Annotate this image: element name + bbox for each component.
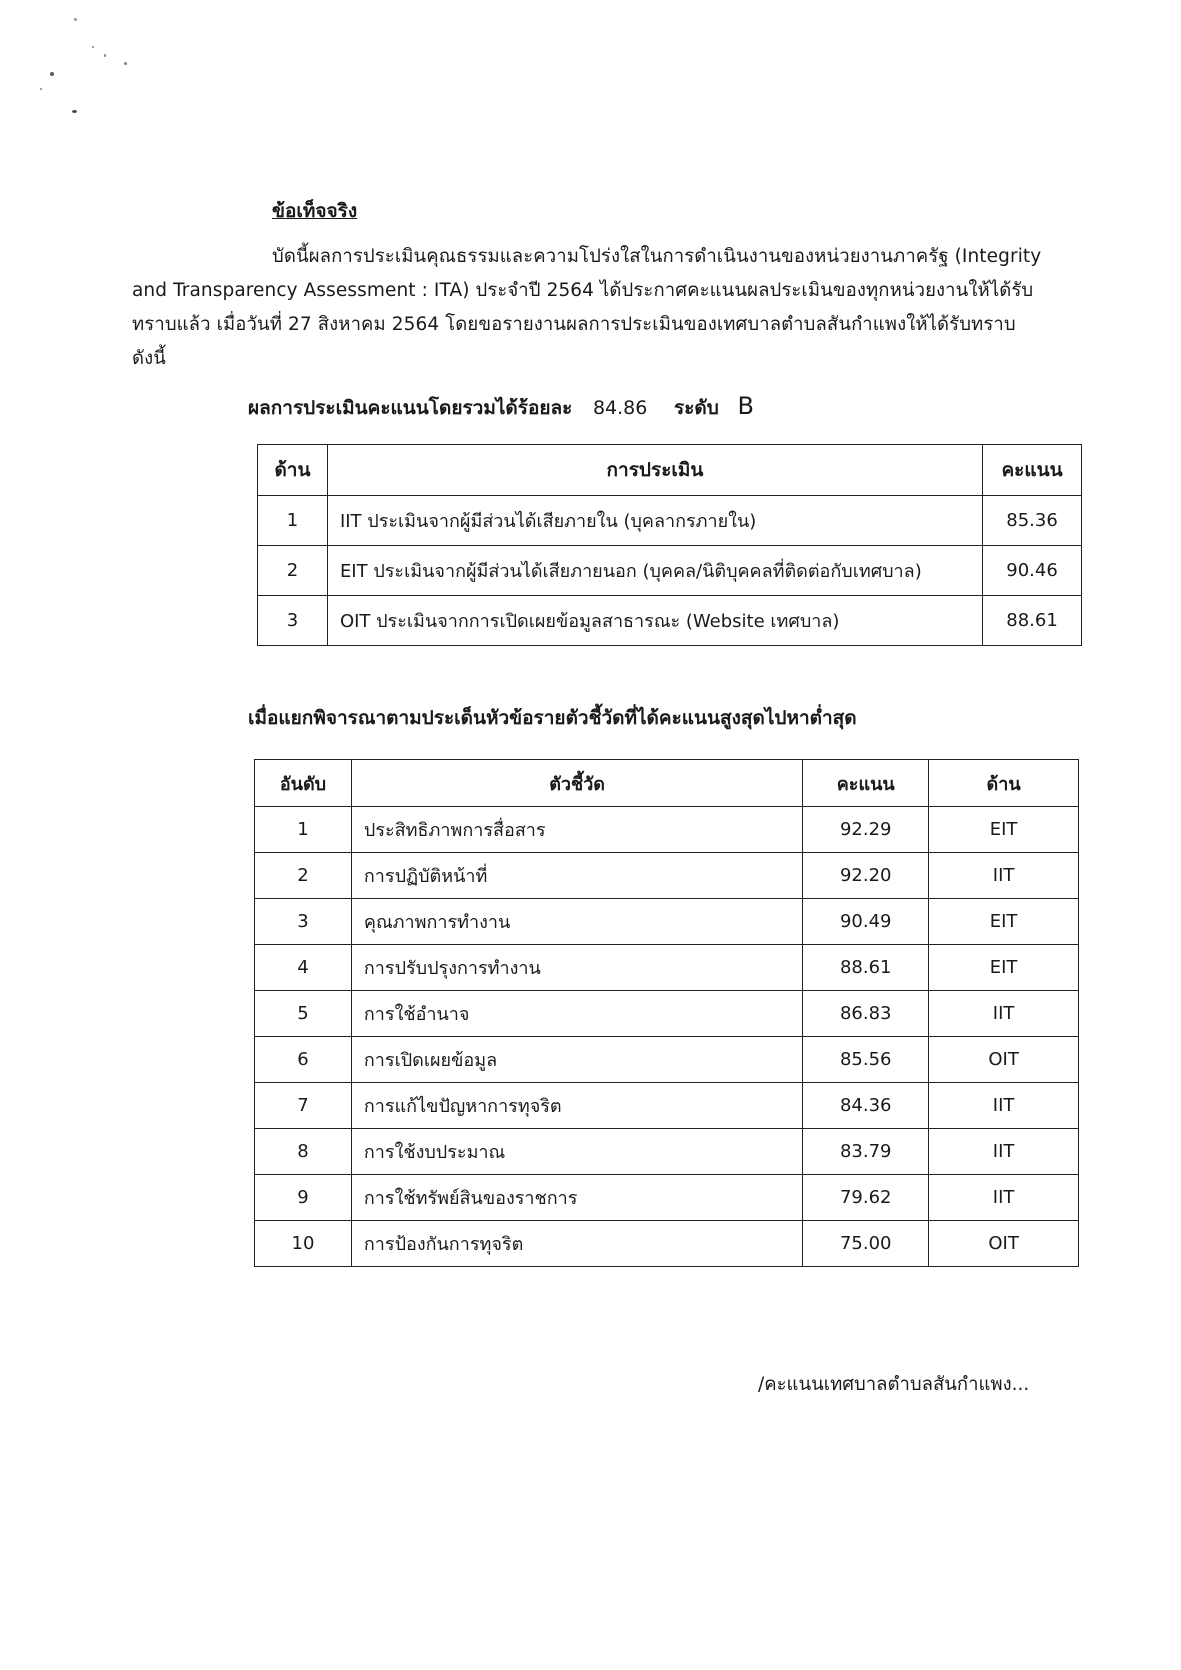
summary-score: 84.86 [592,397,648,419]
dimension-cell: IIT [929,853,1079,899]
table-row [255,807,1079,853]
table-cell: EIT ประเมินจากผู้มีส่วนได้เสียภายนอก (บุคคล/นิติบุคคลที่ติดต่อกับเทศบาล) [327,546,982,596]
score-cell: 75.00 [803,1221,929,1267]
scan-speck [92,46,94,48]
indicator-cell: การใช้อำนาจ [351,991,802,1037]
dimension-cell: EIT [929,807,1079,853]
table-cell: 90.46 [983,546,1082,596]
continuation-note: /คะแนนเทศบาลตำบลสันกำแพง... [758,1374,1030,1395]
table-row [255,899,1079,945]
indicator-cell: การใช้ทรัพย์สินของราชการ [351,1175,802,1221]
table-row [255,991,1079,1037]
indicator-cell: การเปิดเผยข้อมูล [351,1037,802,1083]
indicator-cell: การใช้งบประมาณ [351,1129,802,1175]
score-cell: 86.83 [803,991,929,1037]
overall-score-summary [248,392,754,423]
table-cell: 3 [258,596,328,646]
rank-cell: 6 [255,1037,352,1083]
indicator-cell: ประสิทธิภาพการสื่อสาร [351,807,802,853]
column-header: ด้าน [258,445,328,496]
scan-speck [72,110,77,113]
rank-cell: 4 [255,945,352,991]
summary-level: B [737,392,754,420]
column-header: ตัวชี้วัด [351,760,802,807]
indicator-cell: คุณภาพการทำงาน [351,899,802,945]
paragraph-line: ดังนี้ [132,348,166,369]
table-row [255,853,1079,899]
rank-cell: 10 [255,1221,352,1267]
column-header: คะแนน [983,445,1082,496]
scan-speck [74,18,77,21]
summary-level-label: ระดับ [674,397,719,419]
score-cell: 92.20 [803,853,929,899]
table-row [258,596,1082,646]
table-row [258,496,1082,546]
rank-cell: 1 [255,807,352,853]
summary-label: ผลการประเมินคะแนนโดยรวมได้ร้อยละ [248,397,573,419]
table-cell: 2 [258,546,328,596]
dimension-cell: IIT [929,991,1079,1037]
section-title: เมื่อแยกพิจารณาตามประเด็นหัวข้อรายตัวชี้วัดที่ได้คะแนนสูงสุดไปหาต่ำสุด [248,707,857,729]
table-row [255,1083,1079,1129]
document-heading: ข้อเท็จจริง [272,200,358,222]
indicator-cell: การป้องกันการทุจริต [351,1221,802,1267]
indicator-ranking-table [254,759,1079,1267]
rank-cell: 5 [255,991,352,1037]
rank-cell: 7 [255,1083,352,1129]
score-cell: 92.29 [803,807,929,853]
table-row [255,1129,1079,1175]
score-cell: 79.62 [803,1175,929,1221]
table-header-row [255,760,1079,807]
table-row [255,945,1079,991]
paragraph-line: บัดนี้ผลการประเมินคุณธรรมและความโปร่งใสในการดำเนินงานของหน่วยงานภาครัฐ (Integrity [272,246,1042,267]
dimension-cell: OIT [929,1037,1079,1083]
table-cell: 85.36 [983,496,1082,546]
rank-cell: 8 [255,1129,352,1175]
indicator-cell: การแก้ไขปัญหาการทุจริต [351,1083,802,1129]
column-header: การประเมิน [327,445,982,496]
indicator-cell: การปรับปรุงการทำงาน [351,945,802,991]
rank-cell: 9 [255,1175,352,1221]
dimension-cell: IIT [929,1129,1079,1175]
column-header: ด้าน [929,760,1079,807]
column-header: คะแนน [803,760,929,807]
body-paragraph [132,240,1072,376]
score-cell: 83.79 [803,1129,929,1175]
table-row [255,1175,1079,1221]
rank-cell: 2 [255,853,352,899]
paragraph-line: and Transparency Assessment : ITA) ประจำปี 2564 ได้ประกาศคะแนนผลประเมินของทุกหน่วยงานให้ได้รับ [132,280,1034,301]
assessment-table [257,444,1082,646]
dimension-cell: EIT [929,899,1079,945]
table-header-row [258,445,1082,496]
table-cell: 88.61 [983,596,1082,646]
score-cell: 90.49 [803,899,929,945]
dimension-cell: IIT [929,1083,1079,1129]
table-row [255,1037,1079,1083]
table-cell: 1 [258,496,328,546]
indicator-cell: การปฏิบัติหน้าที่ [351,853,802,899]
dimension-cell: EIT [929,945,1079,991]
column-header: อันดับ [255,760,352,807]
score-cell: 88.61 [803,945,929,991]
paragraph-line: ทราบแล้ว เมื่อวันที่ 27 สิงหาคม 2564 โดยขอรายงานผลการประเมินของเทศบาลตำบลสันกำแพงให้ได้รับทราบ [132,314,1016,335]
scan-speck [40,88,42,90]
scan-speck [104,54,106,57]
rank-cell: 3 [255,899,352,945]
table-row [255,1221,1079,1267]
table-row [258,546,1082,596]
dimension-cell: OIT [929,1221,1079,1267]
scan-speck [50,72,54,76]
table-cell: OIT ประเมินจากการเปิดเผยข้อมูลสาธารณะ (Website เทศบาล) [327,596,982,646]
score-cell: 85.56 [803,1037,929,1083]
score-cell: 84.36 [803,1083,929,1129]
dimension-cell: IIT [929,1175,1079,1221]
table-cell: IIT ประเมินจากผู้มีส่วนได้เสียภายใน (บุคลากรภายใน) [327,496,982,546]
scan-speck [124,62,127,65]
